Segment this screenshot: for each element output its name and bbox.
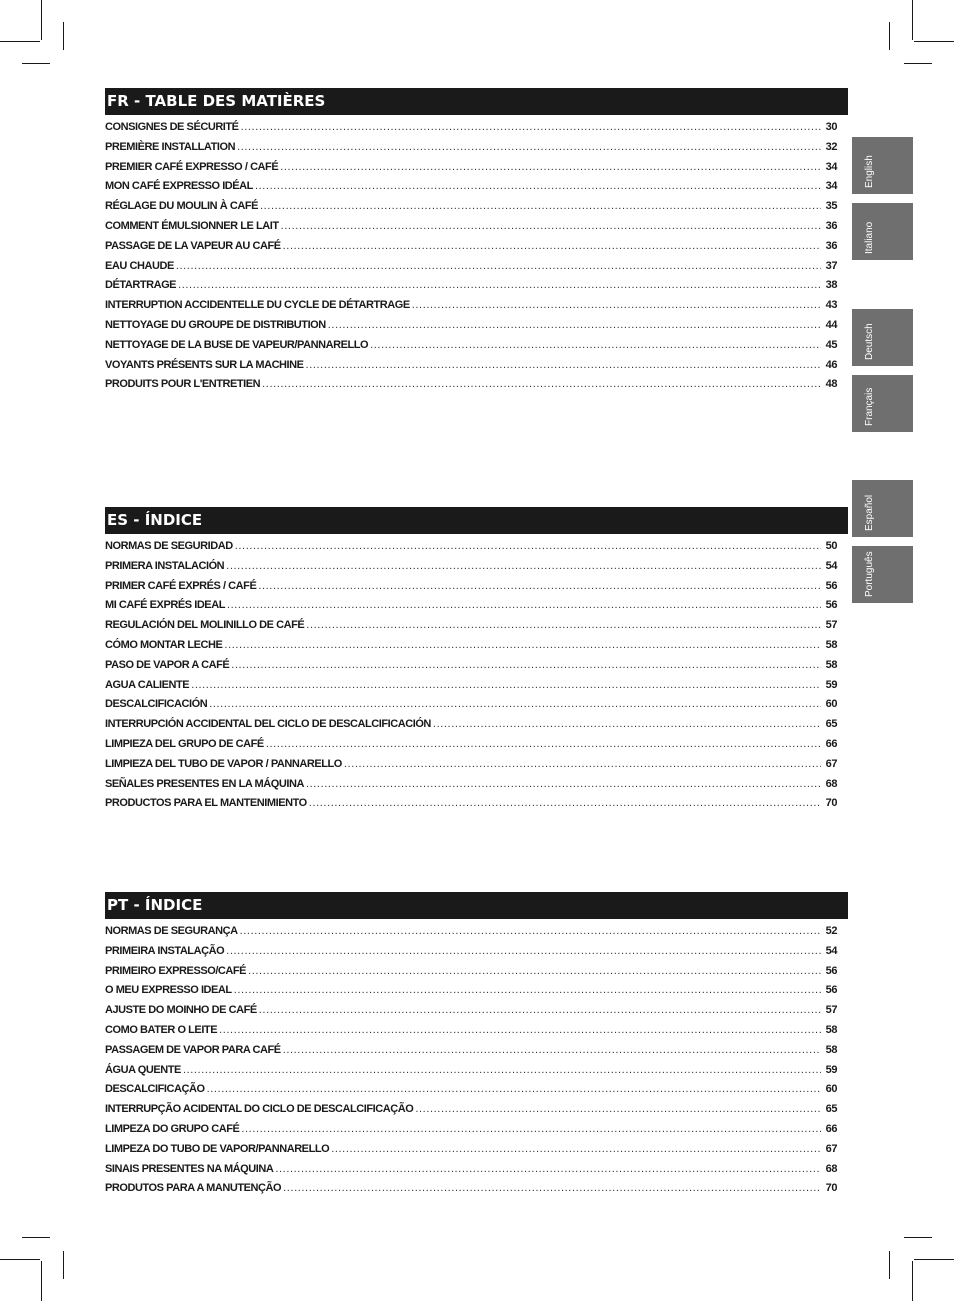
toc-entry-page: 66 — [825, 737, 837, 750]
toc-entry-page: 34 — [825, 160, 837, 173]
toc-section-es — [105, 507, 848, 817]
tab-francais[interactable] — [852, 375, 913, 432]
section-title: PT - ÍNDICE — [105, 892, 848, 919]
toc-entry[interactable] — [105, 797, 837, 817]
toc-entry-page: 46 — [825, 358, 837, 371]
toc-entry[interactable] — [105, 359, 837, 379]
toc-entry-label: DÉTARTRAGE — [105, 279, 177, 292]
toc-entry[interactable] — [105, 121, 837, 141]
toc-entry[interactable] — [105, 945, 837, 965]
dot-leader — [328, 319, 821, 331]
toc-entry-page: 54 — [825, 559, 837, 572]
toc-entry-page: 54 — [825, 944, 837, 957]
dot-leader — [306, 619, 821, 631]
toc-entry-page: 48 — [825, 378, 837, 391]
dot-leader — [283, 1182, 821, 1194]
toc-entry[interactable] — [105, 260, 837, 280]
dot-leader — [178, 279, 821, 291]
toc-entry-page: 35 — [825, 200, 837, 213]
crop-mark — [63, 22, 64, 50]
toc-section-pt — [105, 892, 848, 1202]
toc-entry[interactable] — [105, 925, 837, 945]
dot-leader — [235, 540, 821, 552]
toc-entry[interactable] — [105, 161, 837, 181]
toc-entry-label: LIMPIEZA DEL TUBO DE VAPOR / PANNARELLO — [105, 757, 342, 770]
toc-entry-page: 37 — [825, 259, 837, 272]
toc-entry-page: 56 — [825, 579, 837, 592]
toc-entry-page: 38 — [825, 279, 837, 292]
toc-entry-page: 52 — [825, 925, 837, 937]
toc-entry-page: 68 — [825, 777, 837, 790]
crop-mark — [904, 63, 932, 64]
dot-leader — [370, 339, 821, 351]
toc-entry[interactable] — [105, 1163, 837, 1183]
toc-list — [105, 925, 848, 1202]
toc-entry-label: REGULACIÓN DEL MOLINILLO DE CAFÉ — [105, 619, 305, 632]
dot-leader — [209, 698, 821, 710]
toc-entry-label: ÁGUA QUENTE — [105, 1063, 181, 1076]
section-title: ES - ÍNDICE — [105, 507, 848, 534]
dot-leader — [280, 161, 821, 173]
toc-entry-page: 70 — [825, 797, 837, 810]
toc-entry-label: PRODUTOS PARA A MANUTENÇÃO — [105, 1182, 282, 1195]
dot-leader — [226, 945, 821, 957]
toc-entry[interactable] — [105, 1004, 837, 1024]
toc-entry[interactable] — [105, 1024, 837, 1044]
toc-entry-page: 56 — [825, 964, 837, 977]
toc-entry-label: DESCALCIFICAÇÃO — [105, 1083, 205, 1096]
toc-entry[interactable] — [105, 965, 837, 985]
toc-entry-label: INTERRUPÇÃO ACIDENTAL DO CICLO DE DESCALCIFICAÇÃO — [105, 1103, 414, 1116]
tab-espanol[interactable] — [852, 480, 913, 537]
toc-entry-label: PRODUITS POUR L'ENTRETIEN — [105, 378, 261, 391]
crop-mark — [912, 0, 913, 40]
dot-leader — [266, 738, 821, 750]
toc-entry-page: 43 — [825, 299, 837, 312]
dot-leader — [207, 1083, 821, 1095]
tab-label: English — [864, 155, 875, 188]
toc-entry[interactable] — [105, 580, 837, 600]
crop-mark — [41, 1261, 42, 1301]
toc-entry-label: INTERRUPTION ACCIDENTELLE DU CYCLE DE DÉTARTRAGE — [105, 299, 410, 312]
crop-mark — [889, 22, 890, 50]
toc-entry-label: PRIMEIRA INSTALAÇÃO — [105, 944, 225, 957]
dot-leader — [262, 378, 821, 390]
crop-mark — [914, 1259, 954, 1260]
crop-mark — [912, 1261, 913, 1301]
dot-leader — [412, 299, 821, 311]
toc-entry-page: 59 — [825, 678, 837, 691]
toc-entry-label: LIMPEZA DO GRUPO CAFÉ — [105, 1122, 240, 1135]
toc-entry-page: 32 — [825, 140, 837, 153]
toc-entry-page: 60 — [825, 698, 837, 711]
dot-leader — [224, 639, 821, 651]
dot-leader — [191, 679, 821, 691]
crop-mark — [22, 63, 50, 64]
toc-entry-label: PRODUCTOS PARA EL MANTENIMIENTO — [105, 797, 307, 810]
toc-entry-page: 44 — [825, 318, 837, 331]
toc-entry[interactable] — [105, 659, 837, 679]
toc-entry-label: EAU CHAUDE — [105, 259, 174, 272]
dot-leader — [176, 260, 821, 272]
section-title: FR - TABLE DES MATIÈRES — [105, 88, 848, 115]
toc-entry-page: 68 — [825, 1162, 837, 1175]
toc-entry-label: PASSAGEM DE VAPOR PARA CAFÉ — [105, 1043, 281, 1056]
dot-leader — [255, 180, 821, 192]
toc-entry[interactable] — [105, 1103, 837, 1123]
toc-entry-page: 65 — [825, 718, 837, 731]
toc-entry[interactable] — [105, 758, 837, 778]
toc-entry-label: PASO DE VAPOR A CAFÉ — [105, 658, 230, 671]
toc-entry-page: 57 — [825, 1004, 837, 1017]
toc-entry-label: PREMIÈRE INSTALLATION — [105, 140, 236, 153]
dot-leader — [283, 240, 821, 252]
toc-entry-label: INTERRUPCIÓN ACCIDENTAL DEL CICLO DE DESCALCIFICACIÓN — [105, 718, 431, 731]
toc-entry-label: NORMAS DE SEGURANÇA — [105, 925, 238, 937]
dot-leader — [259, 1004, 821, 1016]
toc-entry[interactable] — [105, 599, 837, 619]
crop-mark — [0, 41, 40, 42]
dot-leader — [433, 718, 821, 730]
toc-entry[interactable] — [105, 560, 837, 580]
tab-deutsch[interactable] — [852, 309, 913, 366]
toc-entry-page: 60 — [825, 1083, 837, 1096]
toc-entry-label: AJUSTE DO MOINHO DE CAFÉ — [105, 1004, 257, 1017]
dot-leader — [241, 121, 821, 133]
toc-entry[interactable] — [105, 378, 837, 398]
toc-entry-label: CÓMO MONTAR LECHE — [105, 638, 223, 651]
dot-leader — [234, 984, 821, 996]
toc-entry-page: 56 — [825, 984, 837, 997]
toc-entry-page: 58 — [825, 1023, 837, 1036]
crop-mark — [0, 1259, 40, 1260]
crop-mark — [904, 1237, 932, 1238]
tab-label: Français — [864, 387, 875, 426]
toc-entry-label: LIMPIEZA DEL GRUPO DE CAFÉ — [105, 737, 264, 750]
toc-entry-page: 34 — [825, 180, 837, 193]
toc-entry[interactable] — [105, 1123, 837, 1143]
toc-entry[interactable] — [105, 279, 837, 299]
dot-leader — [231, 659, 821, 671]
toc-entry-page: 67 — [825, 1142, 837, 1155]
toc-entry[interactable] — [105, 718, 837, 738]
toc-entry[interactable] — [105, 679, 837, 699]
tab-label: Deutsch — [864, 323, 875, 360]
toc-entry-page: 58 — [825, 638, 837, 651]
dot-leader — [258, 580, 821, 592]
toc-entry[interactable] — [105, 778, 837, 798]
toc-entry[interactable] — [105, 141, 837, 161]
toc-entry-label: NETTOYAGE DE LA BUSE DE VAPEUR/PANNARELLO — [105, 338, 369, 351]
toc-entry-label: VOYANTS PRÉSENTS SUR LA MACHINE — [105, 358, 304, 371]
crop-mark — [914, 41, 954, 42]
dot-leader — [283, 1044, 821, 1056]
toc-entry[interactable] — [105, 619, 837, 639]
dot-leader — [226, 560, 821, 572]
toc-entry-label: NETTOYAGE DU GROUPE DE DISTRIBUTION — [105, 318, 326, 331]
toc-entry[interactable] — [105, 540, 837, 560]
crop-mark — [41, 0, 42, 40]
dot-leader — [227, 599, 821, 611]
tab-label: Português — [864, 551, 875, 597]
crop-mark — [22, 1237, 50, 1238]
toc-entry-label: PASSAGE DE LA VAPEUR AU CAFÉ — [105, 239, 281, 252]
toc-entry-page: 50 — [825, 540, 837, 552]
toc-entry[interactable] — [105, 738, 837, 758]
toc-entry-page: 65 — [825, 1103, 837, 1116]
toc-entry-label: MI CAFÉ EXPRÉS IDEAL — [105, 599, 225, 612]
toc-entry-page: 57 — [825, 619, 837, 632]
toc-entry[interactable] — [105, 1064, 837, 1084]
tab-english[interactable] — [852, 137, 913, 194]
toc-entry[interactable] — [105, 1143, 837, 1163]
dot-leader — [248, 965, 821, 977]
toc-entry-label: O MEU EXPRESSO IDEAL — [105, 984, 232, 997]
toc-entry-label: COMMENT ÉMULSIONNER LE LAIT — [105, 219, 279, 232]
dot-leader — [241, 1123, 821, 1135]
toc-entry-label: SEÑALES PRESENTES EN LA MÁQUINA — [105, 777, 304, 790]
dot-leader — [240, 925, 821, 937]
toc-list — [105, 540, 848, 817]
dot-leader — [237, 141, 821, 153]
toc-entry-label: LIMPEZA DO TUBO DE VAPOR/PANNARELLO — [105, 1142, 330, 1155]
toc-entry[interactable] — [105, 200, 837, 220]
toc-entry[interactable] — [105, 984, 837, 1004]
toc-section-fr — [105, 88, 848, 398]
toc-entry-page: 66 — [825, 1122, 837, 1135]
toc-entry[interactable] — [105, 339, 837, 359]
toc-entry-page: 36 — [825, 239, 837, 252]
dot-leader — [183, 1064, 821, 1076]
toc-entry-label: PRIMEIRO EXPRESSO/CAFÉ — [105, 964, 247, 977]
toc-entry-label: SINAIS PRESENTES NA MÁQUINA — [105, 1162, 274, 1175]
toc-entry[interactable] — [105, 220, 837, 240]
toc-entry[interactable] — [105, 1182, 837, 1202]
crop-mark — [63, 1251, 64, 1279]
toc-entry-label: NORMAS DE SEGURIDAD — [105, 540, 233, 552]
toc-entry[interactable] — [105, 319, 837, 339]
dot-leader — [281, 220, 821, 232]
toc-entry-label: MON CAFÉ EXPRESSO IDÉAL — [105, 180, 253, 193]
toc-entry[interactable] — [105, 698, 837, 718]
tab-portugues[interactable] — [852, 546, 913, 603]
toc-entry-label: COMO BATER O LEITE — [105, 1023, 218, 1036]
dot-leader — [344, 758, 821, 770]
toc-entry[interactable] — [105, 240, 837, 260]
toc-entry-label: PREMIER CAFÉ EXPRESSO / CAFÉ — [105, 160, 279, 173]
toc-entry-label: DESCALCIFICACIÓN — [105, 698, 208, 711]
toc-entry-page: 45 — [825, 338, 837, 351]
toc-entry[interactable] — [105, 639, 837, 659]
toc-entry[interactable] — [105, 180, 837, 200]
dot-leader — [331, 1143, 821, 1155]
dot-leader — [306, 778, 821, 790]
dot-leader — [309, 797, 821, 809]
dot-leader — [275, 1163, 821, 1175]
toc-entry-page: 59 — [825, 1063, 837, 1076]
toc-entry-page: 56 — [825, 599, 837, 612]
toc-entry-label: CONSIGNES DE SÉCURITÉ — [105, 121, 239, 133]
tab-label: Español — [864, 494, 875, 531]
toc-entry-label: RÉGLAGE DU MOULIN À CAFÉ — [105, 200, 258, 213]
toc-entry[interactable] — [105, 1044, 837, 1064]
tab-italiano[interactable] — [852, 203, 913, 260]
dot-leader — [219, 1024, 821, 1036]
toc-entry-page: 58 — [825, 658, 837, 671]
toc-entry-page: 58 — [825, 1043, 837, 1056]
dot-leader — [306, 359, 821, 371]
toc-entry[interactable] — [105, 1083, 837, 1103]
toc-entry-page: 36 — [825, 219, 837, 232]
toc-entry-page: 30 — [825, 121, 837, 133]
crop-mark — [889, 1251, 890, 1279]
toc-entry[interactable] — [105, 299, 837, 319]
toc-entry-page: 67 — [825, 757, 837, 770]
tab-label: Italiano — [864, 221, 875, 254]
toc-list — [105, 121, 848, 398]
dot-leader — [415, 1103, 821, 1115]
dot-leader — [260, 200, 821, 212]
toc-entry-label: PRIMER CAFÉ EXPRÉS / CAFÉ — [105, 579, 257, 592]
toc-entry-label: AGUA CALIENTE — [105, 678, 190, 691]
toc-entry-page: 70 — [825, 1182, 837, 1195]
toc-entry-label: PRIMERA INSTALACIÓN — [105, 559, 225, 572]
